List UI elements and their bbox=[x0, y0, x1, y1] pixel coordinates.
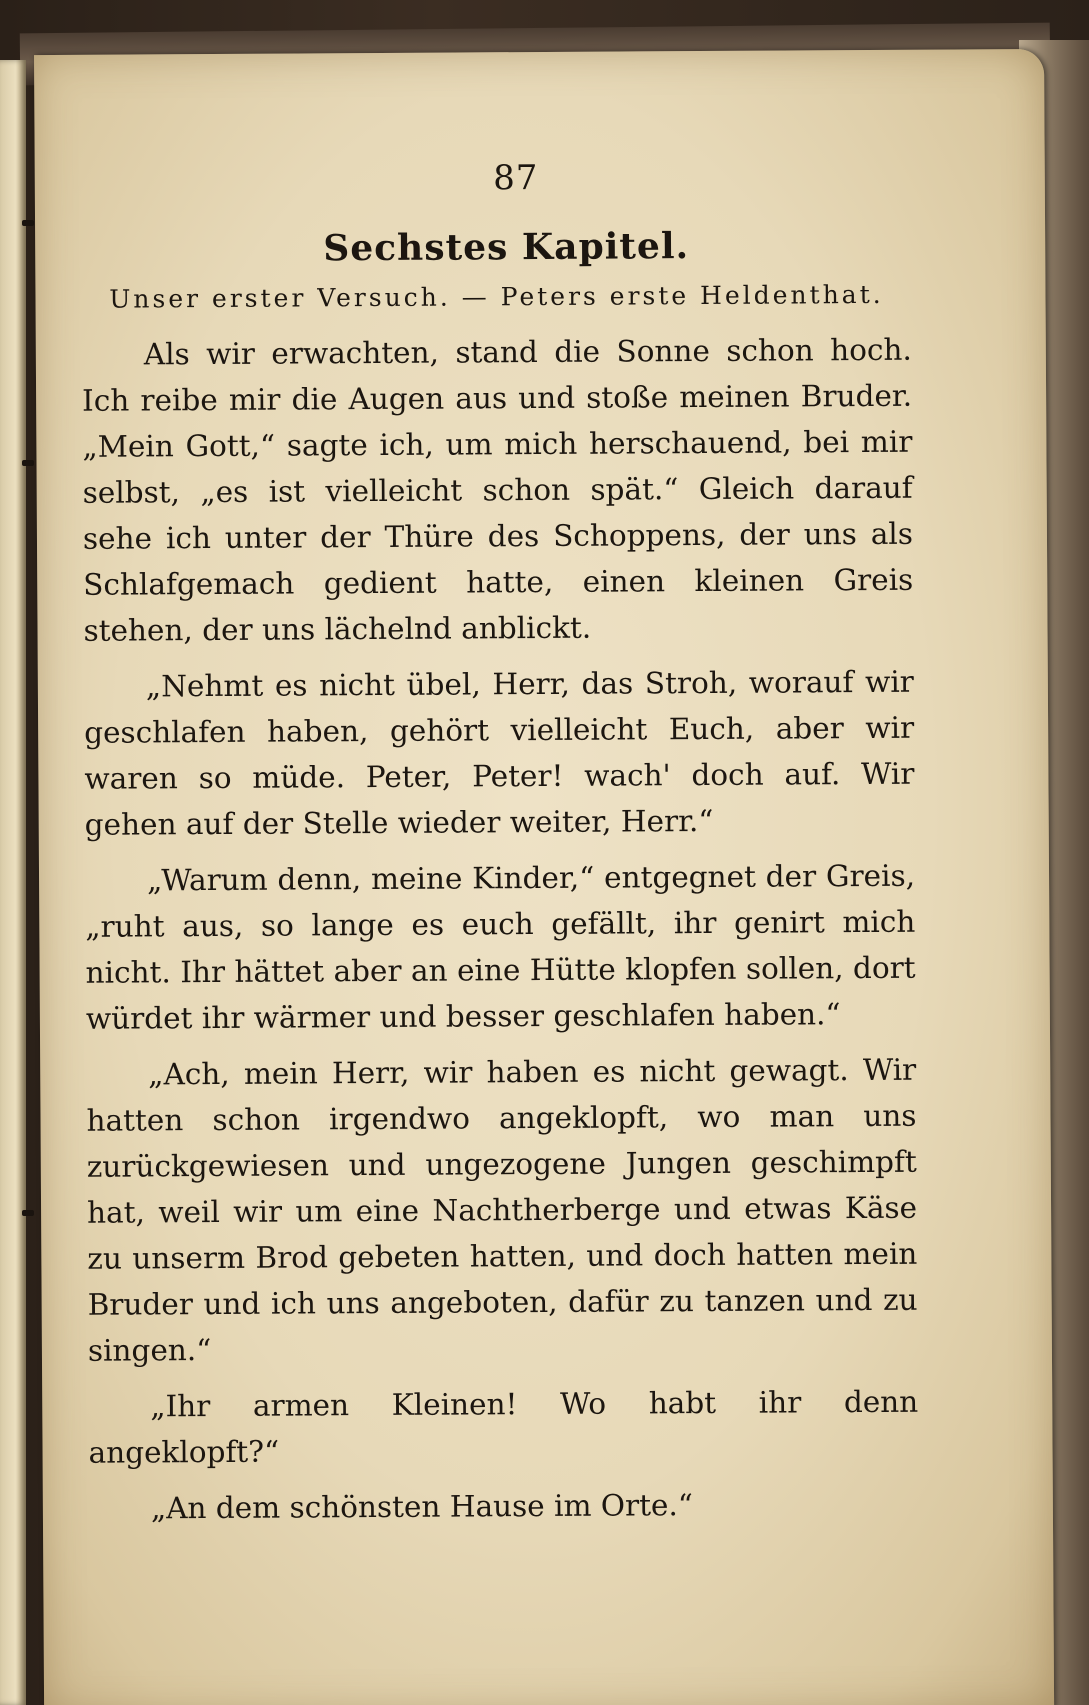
paragraph: „Ach, mein Herr, wir haben es nicht gewagt. Wir hatten schon irgendwo angeklopft, wo man uns zurückgewiesen und ungezogene Jungen geschimpft hat, weil wir um eine Nachtherberge und etwas Käse zu unserm Brod gebeten hatten, und doch hatten mein Bruder und ich uns angeboten, dafür zu tanzen und zu singen.“ bbox=[86, 1052, 918, 1368]
paragraph: „Warum denn, meine Kinder,“ entgegnet der Greis, „ruht aus, so lange es euch gefällt, ihr genirt mich nicht. Ihr hättet aber an eine Hütte klopfen sollen, dort würdet ihr wärmer und besser geschlafen haben.“ bbox=[85, 858, 916, 1036]
binding-thread-mark bbox=[22, 1210, 34, 1216]
facing-page-edge bbox=[0, 60, 26, 1705]
binding-thread-mark bbox=[22, 220, 34, 226]
page-text bbox=[81, 156, 919, 1542]
page-number: 87 bbox=[493, 158, 539, 199]
paragraph: Als wir erwachten, stand die Sonne schon hoch. Ich reibe mir die Augen aus und stoße meinen Bruder. „Mein Gott,“ sagte ich, um mich herschauend, bei mir selbst, „es ist vielleicht schon spät.“ Gleich darauf sehe ich unter der Thüre des Schoppens, der uns als Schlafgemach gedient hatte, einen kleinen Greis stehen, der uns lächelnd anblickt. bbox=[82, 332, 914, 648]
binding-thread-mark bbox=[22, 460, 34, 466]
chapter-title: Sechstes Kapitel. bbox=[323, 225, 690, 270]
paragraph: „Nehmt es nicht übel, Herr, das Stroh, worauf wir geschlafen haben, gehört vielleicht Euch, aber wir waren so müde. Peter, Peter! wach' doch auf. Wir gehen auf der Stelle wieder weiter, Herr.“ bbox=[84, 664, 915, 842]
chapter-subtitle: Unser erster Versuch. — Peters erste Heldenthat. bbox=[109, 279, 884, 314]
book-page bbox=[34, 49, 1054, 1705]
paragraph: „An dem schönsten Hause im Orte.“ bbox=[150, 1488, 694, 1526]
paragraph: „Ihr armen Kleinen! Wo habt ihr denn angeklopft?“ bbox=[88, 1384, 919, 1470]
